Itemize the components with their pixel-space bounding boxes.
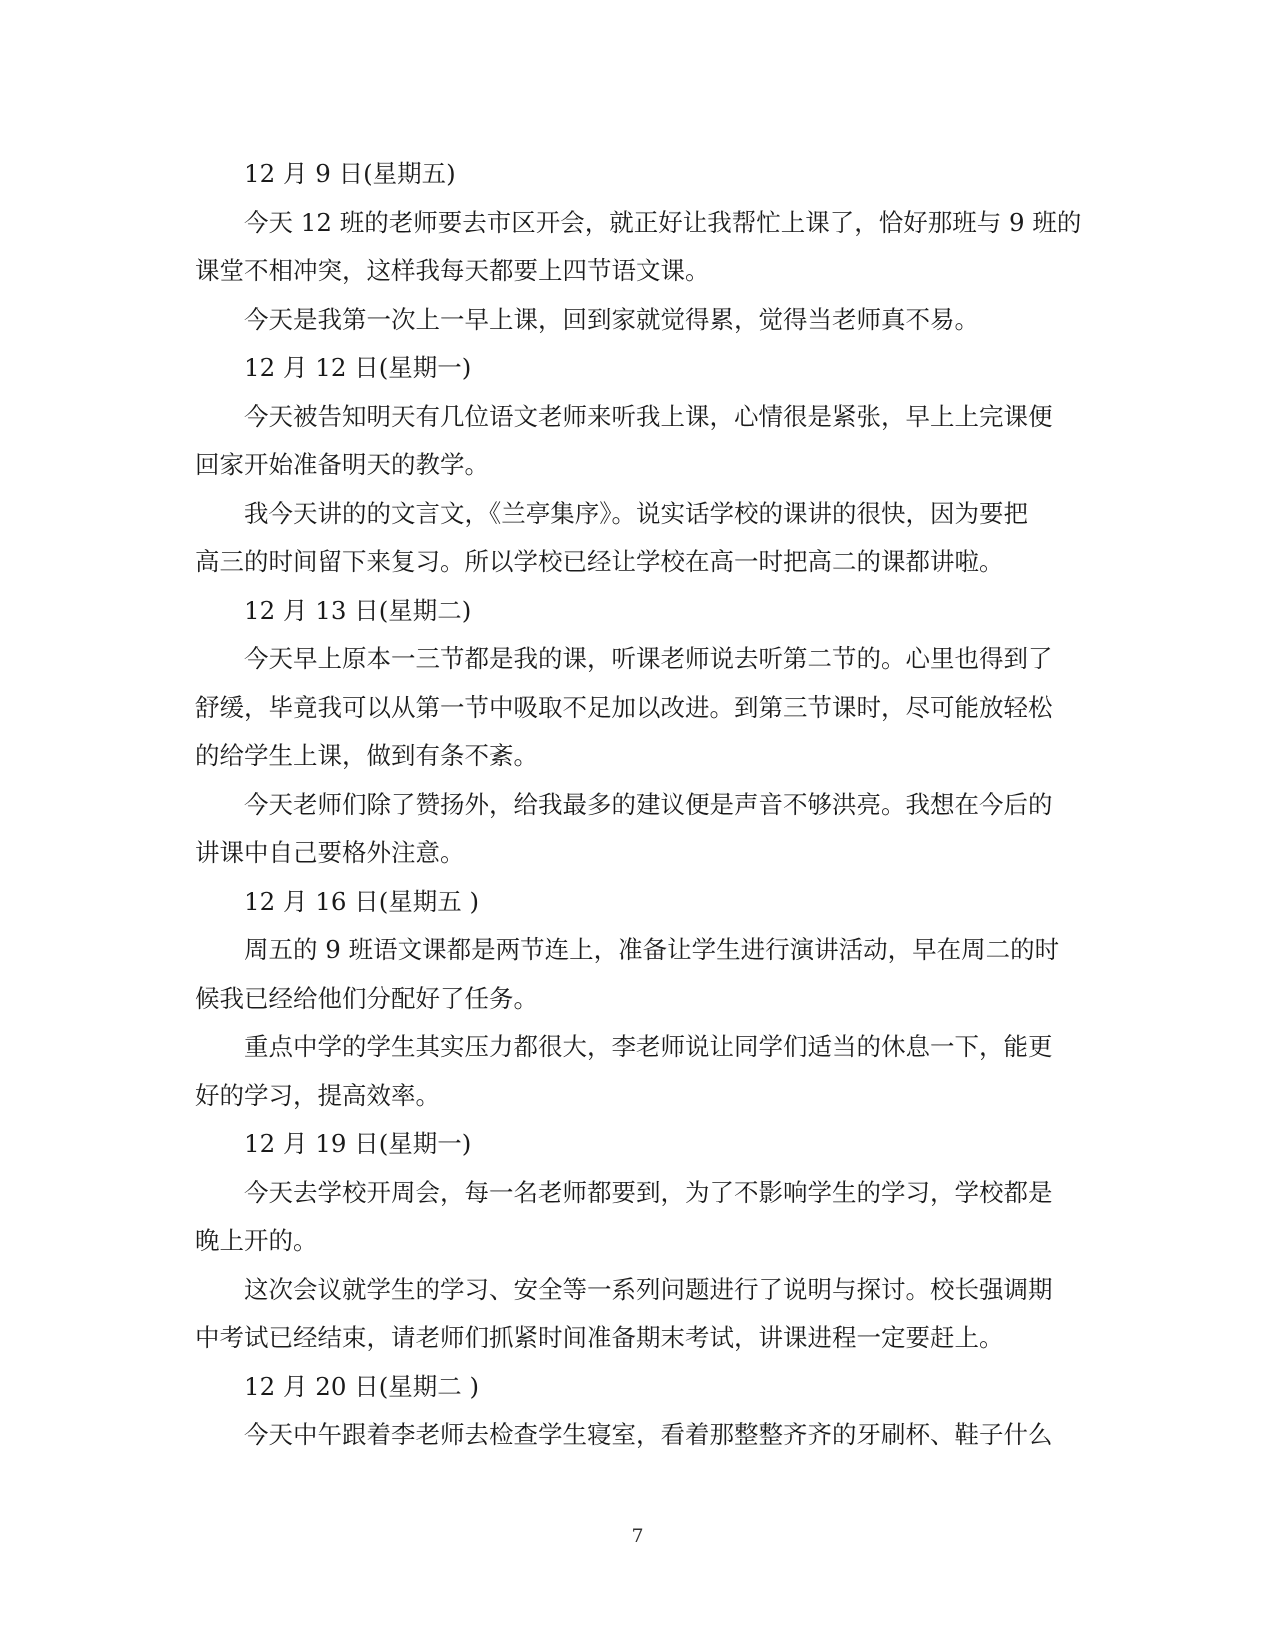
text-line: 今天早上原本一三节都是我的课，听课老师说去听第二节的。心里也得到了: [244, 644, 1053, 673]
text-line: 12 月 16 日(星期五 ): [244, 886, 480, 916]
text-line: 今天中午跟着李老师去检查学生寝室，看着那整整齐齐的牙刷杯、鞋子什么: [244, 1420, 1053, 1449]
text-line: 好的学习，提高效率。: [195, 1080, 440, 1110]
text-line: 12 月 12 日(星期一): [244, 353, 472, 382]
text-line: 课堂不相冲突，这样我每天都要上四节语文课。: [195, 256, 710, 285]
text-line: 高三的时间留下来复习。所以学校已经让学校在高一时把高二的课都讲啦。: [195, 547, 1004, 576]
page-number: 7: [631, 1525, 644, 1547]
text-line: 舒缓，毕竟我可以从第一节中吸取不足加以改进。到第三节课时，尽可能放轻松: [195, 692, 1053, 722]
text-line: 周五的 9 班语文课都是两节连上，准备让学生进行演讲活动，早在周二的时: [244, 935, 1060, 964]
text-line: 今天去学校开周会，每一名老师都要到，为了不影响学生的学习，学校都是: [244, 1177, 1053, 1207]
text-line: 讲课中自己要格外注意。: [195, 838, 465, 867]
text-line: 中考试已经结束，请老师们抓紧时间准备期末考试，讲课进程一定要赶上。: [195, 1323, 1004, 1352]
text-line: 12 月 20 日(星期二 ): [244, 1371, 480, 1401]
text-line: 这次会议就学生的学习、安全等一系列问题进行了说明与探讨。校长强调期: [244, 1274, 1053, 1304]
text-line: 今天被告知明天有几位语文老师来听我上课，心情很是紧张，早上上完课便: [244, 401, 1053, 431]
text-line: 候我已经给他们分配好了任务。: [195, 983, 538, 1013]
text-line: 的给学生上课，做到有条不紊。: [195, 741, 538, 770]
text-line: 今天是我第一次上一早上课，回到家就觉得累，觉得当老师真不易。: [244, 304, 979, 334]
text-line: 重点中学的学生其实压力都很大，李老师说让同学们适当的休息一下，能更: [244, 1032, 1053, 1061]
text-line: 12 月 19 日(星期一): [244, 1129, 472, 1158]
text-line: 晚上开的。: [195, 1226, 318, 1255]
document-body: [195, 150, 1080, 1460]
text-line: 回家开始准备明天的教学。: [195, 450, 489, 479]
text-line: 12 月 13 日(星期二): [244, 595, 472, 625]
text-line: 我今天讲的的文言文，《兰亭集序》。说实话学校的课讲的很快，因为要把: [244, 498, 1028, 528]
text-line: 今天 12 班的老师要去市区开会，就正好让我帮忙上课了，恰好那班与 9 班的: [244, 207, 1082, 237]
text-line: 今天老师们除了赞扬外，给我最多的建议便是声音不够洪亮。我想在今后的: [244, 789, 1053, 819]
text-line: 12 月 9 日(星期五): [244, 159, 456, 188]
